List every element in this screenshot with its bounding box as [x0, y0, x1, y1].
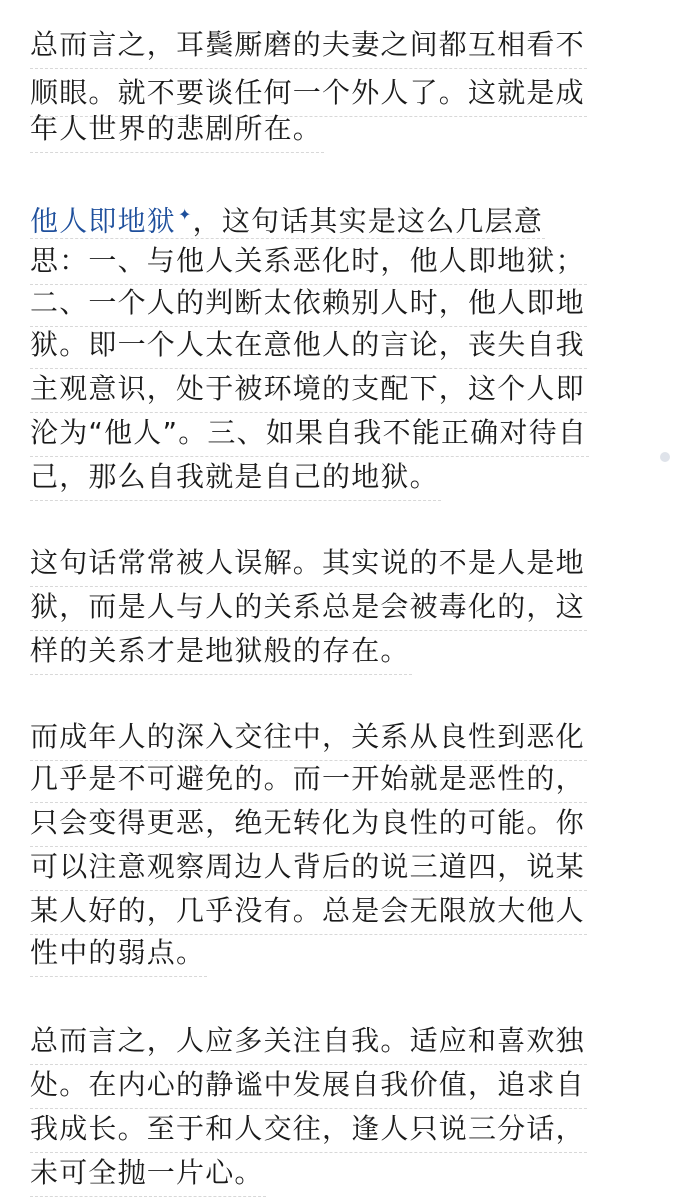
text-line: 狱，而是人与人的关系总是会被毒化的，这: [30, 584, 587, 631]
text-line: 二、一个人的判断太依赖别人时，他人即地: [30, 280, 587, 327]
text-line: 可以注意观察周边人背后的说三道四，说某: [30, 844, 587, 891]
text-line: 性中的弱点。: [30, 930, 207, 977]
wiki-link[interactable]: 他人即地狱: [30, 204, 177, 238]
sparkle-icon: ✦: [178, 205, 193, 224]
text-line: 己，那么自我就是自己的地狱。: [30, 454, 441, 501]
text-line: 处。在内心的静谧中发展自我价值，追求自: [30, 1062, 587, 1109]
scroll-indicator[interactable]: [660, 452, 670, 462]
text-line: 而成年人的深入交往中，关系从良性到恶化: [30, 714, 587, 761]
text-line: 狱。即一个人太在意他人的言论，丧失自我: [30, 322, 587, 369]
text-line: 年人世界的悲剧所在。: [30, 106, 324, 153]
text-line-with-link: [30, 192, 545, 239]
text-line: 思：一、与他人关系恶化时，他人即地狱；: [30, 238, 587, 285]
text-line: 样的关系才是地狱般的存在。: [30, 628, 412, 675]
text-line: 沦为“他人”。三、如果自我不能正确对待自: [30, 410, 589, 457]
text-line: 这句话常常被人误解。其实说的不是人是地: [30, 540, 587, 587]
text-line: 总而言之，人应多关注自我。适应和喜欢独: [30, 1018, 587, 1065]
text-line: 顺眼。就不要谈任何一个外人了。这就是成: [30, 70, 587, 117]
text-line: 某人好的，几乎没有。总是会无限放大他人: [30, 888, 587, 935]
text-line: 只会变得更恶，绝无转化为良性的可能。你: [30, 800, 587, 847]
text-segment: ，这句话其实是这么几层意: [192, 204, 544, 238]
text-line: 主观意识，处于被环境的支配下，这个人即: [30, 366, 587, 413]
text-line: 几乎是不可避免的。而一开始就是恶性的，: [30, 756, 587, 803]
text-line: 我成长。至于和人交往，逢人只说三分话，: [30, 1106, 587, 1153]
text-line: 总而言之，耳鬓厮磨的夫妻之间都互相看不: [30, 22, 587, 69]
text-line: 未可全抛一片心。: [30, 1150, 266, 1197]
